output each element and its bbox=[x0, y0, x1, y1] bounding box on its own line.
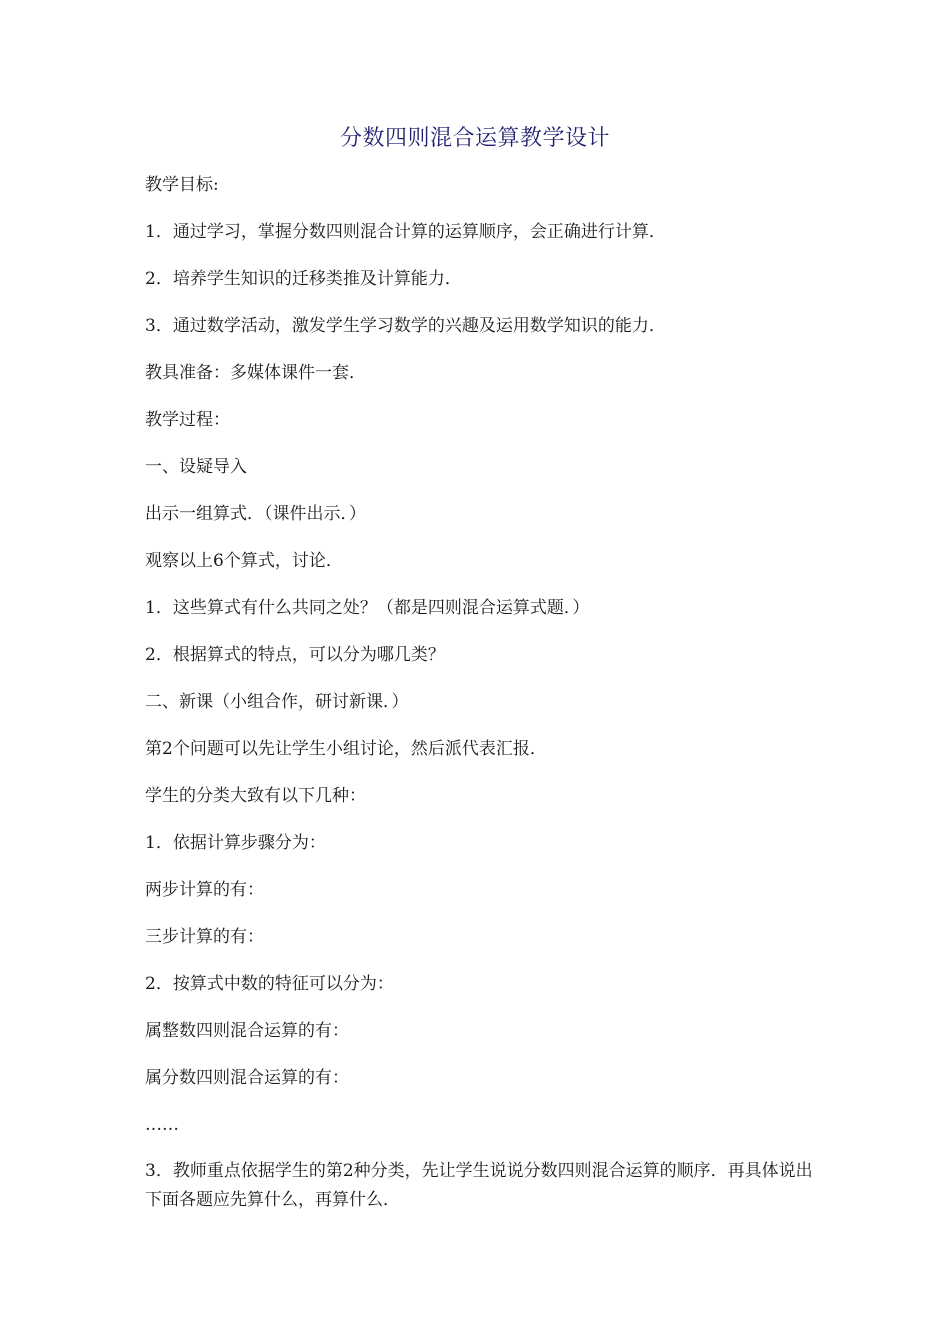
paragraph: 教学目标: bbox=[145, 175, 219, 195]
paragraph: 1．通过学习，掌握分数四则混合计算的运算顺序，会正确进行计算． bbox=[145, 222, 666, 242]
document-title: 分数四则混合运算教学设计 bbox=[339, 126, 610, 151]
paragraph: 第2个问题可以先让学生小组讨论，然后派代表汇报． bbox=[145, 739, 547, 759]
paragraph: 学生的分类大致有以下几种： bbox=[145, 786, 366, 806]
paragraph: 3．通过数学活动，激发学生学习数学的兴趣及运用数学知识的能力． bbox=[145, 316, 666, 336]
paragraph: 2．培养学生知识的迁移类推及计算能力． bbox=[145, 269, 462, 289]
paragraph-wrapped: 3．教师重点依据学生的第2种分类，先让学生说说分数四则混合运算的顺序．再具体说出下面各题应先算什么，再算什么． bbox=[145, 1161, 813, 1210]
paragraph: 属分数四则混合运算的有： bbox=[145, 1068, 349, 1088]
paragraph: 1．这些算式有什么共同之处？（都是四则混合运算式题．） bbox=[145, 598, 590, 618]
document-body bbox=[145, 172, 815, 1236]
paragraph: 属整数四则混合运算的有： bbox=[145, 1021, 349, 1041]
paragraph: 三步计算的有： bbox=[145, 927, 264, 947]
paragraph: 一、设疑导入 bbox=[145, 457, 247, 477]
paragraph: 二、新课（小组合作，研讨新课．） bbox=[145, 692, 409, 712]
paragraph: 观察以上6个算式，讨论． bbox=[145, 551, 343, 571]
paragraph: 2．按算式中数的特征可以分为： bbox=[145, 974, 394, 994]
paragraph: 1．依据计算步骤分为： bbox=[145, 833, 326, 853]
paragraph: 出示一组算式．（课件出示．） bbox=[145, 504, 366, 524]
ellipsis-line: …… bbox=[145, 1115, 179, 1135]
paragraph: 教具准备：多媒体课件一套． bbox=[145, 363, 366, 383]
paragraph: 2．根据算式的特点，可以分为哪几类？ bbox=[145, 645, 445, 665]
paragraph: 两步计算的有： bbox=[145, 880, 264, 900]
paragraph: 教学过程： bbox=[145, 410, 230, 430]
